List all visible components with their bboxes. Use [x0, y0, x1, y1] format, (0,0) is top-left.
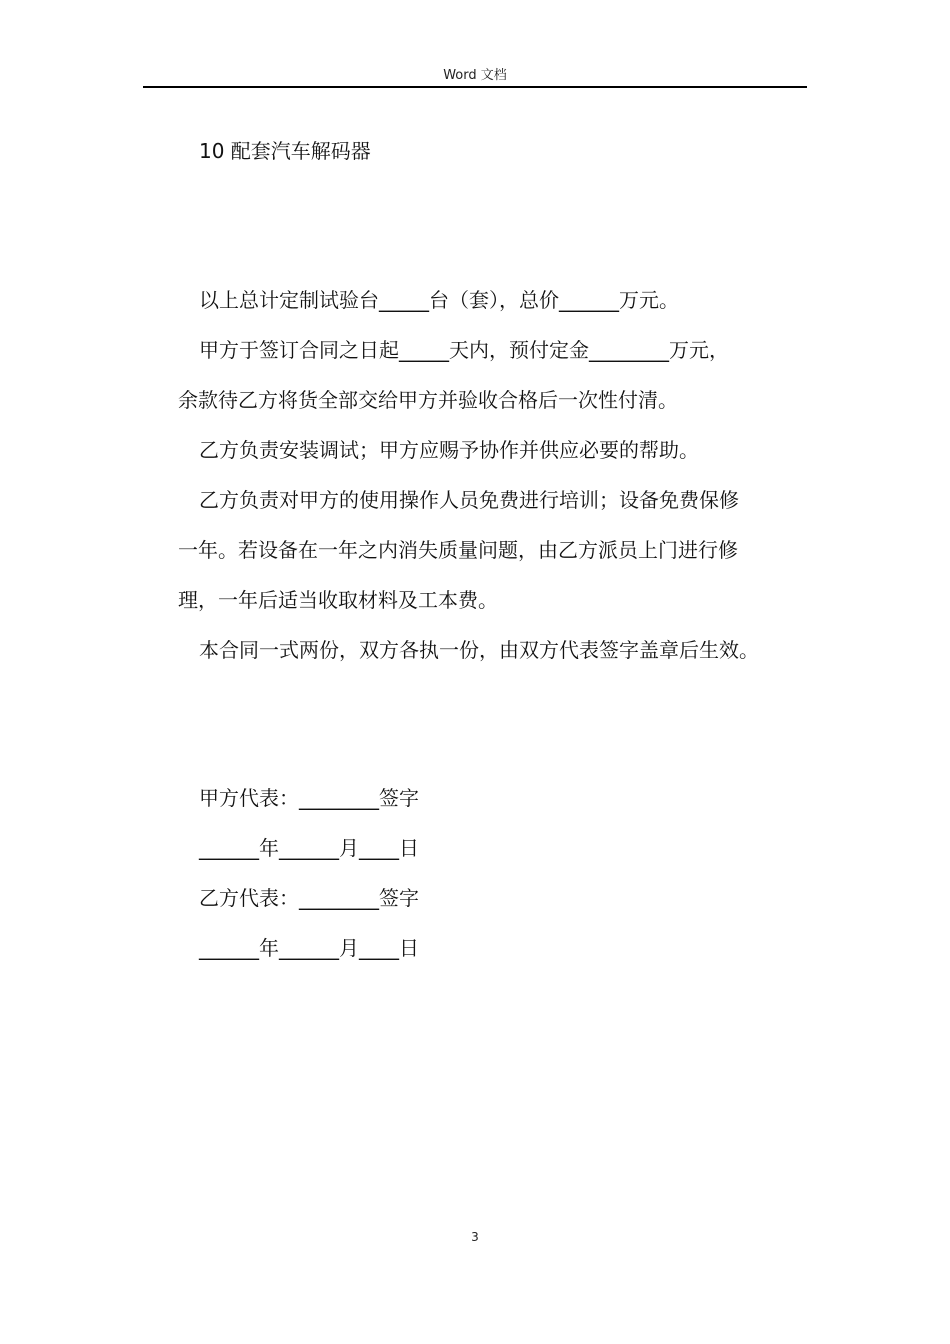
party-b-representative: 乙方代表：________签字: [199, 886, 419, 910]
page-number: 3: [471, 1230, 479, 1244]
page-header-title: Word 文档: [443, 68, 507, 83]
paragraph-deposit-continued: 余款待乙方将货全部交给甲方并验收合格后一次性付清。: [178, 388, 678, 412]
party-a-date: ______年______月____日: [199, 836, 419, 860]
paragraph-training-continued-2: 理，一年后适当收取材料及工本费。: [178, 588, 498, 612]
paragraph-total-price: 以上总计定制试验台_____台（套），总价______万元。: [199, 288, 679, 312]
paragraph-installation: 乙方负责安装调试；甲方应赐予协作并供应必要的帮助。: [199, 438, 699, 462]
item-line: 10 配套汽车解码器: [199, 139, 371, 163]
party-b-date: ______年______月____日: [199, 936, 419, 960]
header-divider: [143, 86, 807, 88]
paragraph-deposit: 甲方于签订合同之日起_____天内，预付定金________万元，: [199, 338, 729, 362]
paragraph-training: 乙方负责对甲方的使用操作人员免费进行培训；设备免费保修: [199, 488, 739, 512]
paragraph-training-continued-1: 一年。若设备在一年之内消失质量问题，由乙方派员上门进行修: [178, 538, 738, 562]
party-a-representative: 甲方代表：________签字: [199, 786, 419, 810]
paragraph-copies: 本合同一式两份，双方各执一份，由双方代表签字盖章后生效。: [199, 638, 759, 662]
